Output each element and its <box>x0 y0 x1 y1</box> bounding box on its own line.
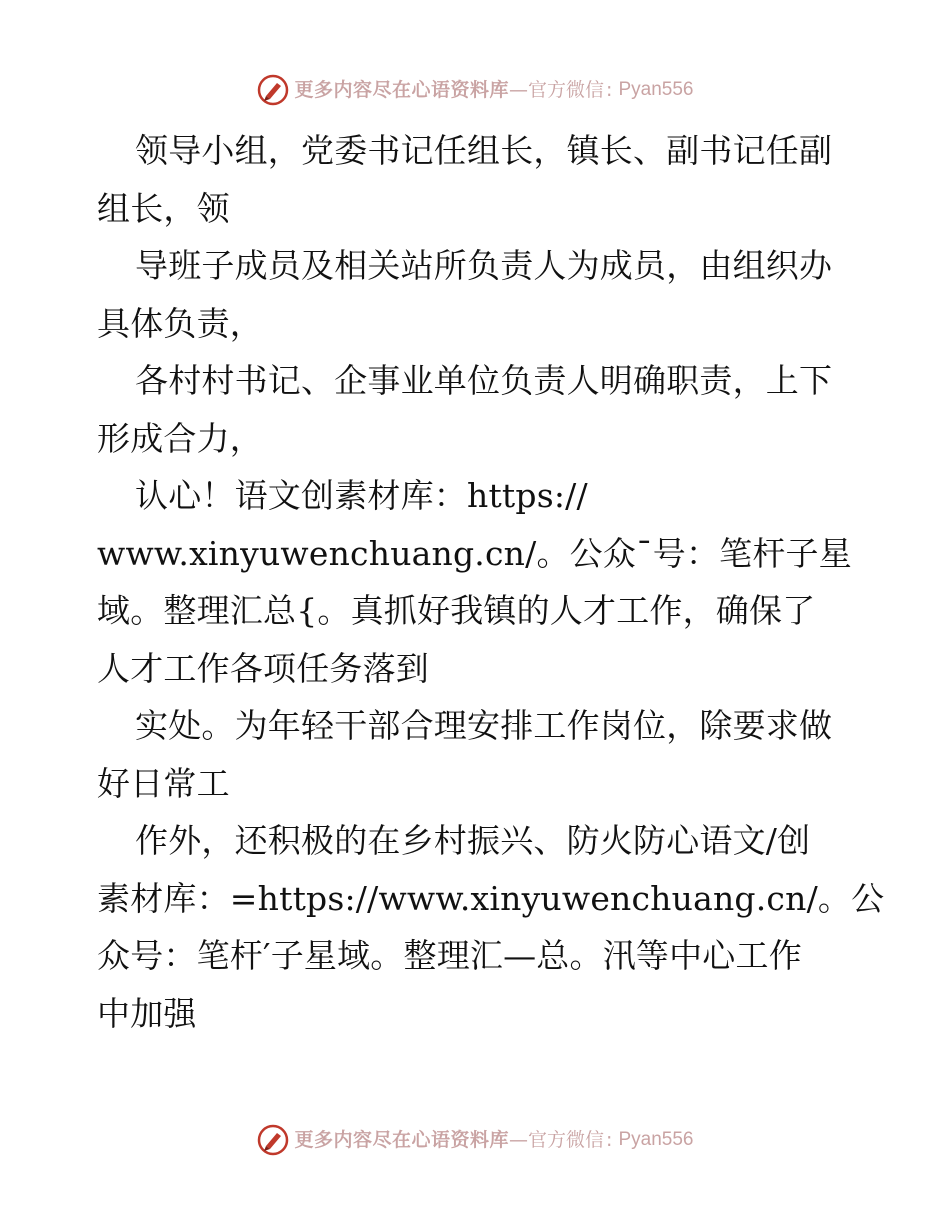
body-text-line: 各村村书记、企事业单位负责人明确职责，上下 <box>135 361 833 400</box>
pen-logo-icon <box>257 74 289 106</box>
header-banner <box>0 70 950 110</box>
footer-separator: : <box>606 1129 613 1151</box>
body-text-line: 素材库：=https://www.xinyuwenchuang.cn/。公 <box>97 878 885 918</box>
document-body <box>97 122 885 1042</box>
header-banner-text <box>295 70 694 110</box>
header-contact-id: Pyan556 <box>618 79 694 100</box>
body-text-line: 众号：笔杆′子星域。整理汇—总。汛等中心工作 <box>97 936 802 975</box>
header-contact-label: 官方微信 <box>528 79 605 101</box>
pen-logo-icon <box>257 1124 289 1156</box>
header-separator: : <box>606 79 613 101</box>
body-text-line: 作外，还积极的在乡村振兴、防火防心语文/创 <box>135 821 811 860</box>
header-dash: — <box>509 79 529 101</box>
body-text-line: www.xinyuwenchuang.cn/。公众¯号：笔杆子星 <box>97 533 852 573</box>
body-text-line: 人才工作各项任务落到 <box>97 648 429 688</box>
header-brand: 更多内容尽在心语资料库 <box>294 79 510 101</box>
footer-banner-text <box>295 1120 694 1160</box>
body-text-line: 组长，领 <box>97 188 230 228</box>
footer-brand: 更多内容尽在心语资料库 <box>294 1129 510 1151</box>
body-text-line: 好日常工 <box>97 763 230 803</box>
body-text-line: 具体负责， <box>97 303 263 343</box>
body-text-line: 域。整理汇总{。真抓好我镇的人才工作，确保了 <box>97 591 816 630</box>
footer-contact-label: 官方微信 <box>528 1129 605 1151</box>
body-text-line: 导班子成员及相关站所负责人为成员，由组织办 <box>135 246 833 285</box>
body-text-line: 中加强 <box>97 993 197 1033</box>
footer-banner <box>0 1120 950 1160</box>
footer-contact-id: Pyan556 <box>618 1129 694 1150</box>
body-text-line: 领导小组，党委书记任组长，镇长、副书记任副 <box>135 131 833 170</box>
body-text-line: 实处。为年轻干部合理安排工作岗位，除要求做 <box>135 706 833 745</box>
body-text-line: 认心！语文创素材库：https:// <box>135 476 588 515</box>
body-text-line: 形成合力， <box>97 418 263 458</box>
footer-dash: — <box>509 1129 529 1151</box>
